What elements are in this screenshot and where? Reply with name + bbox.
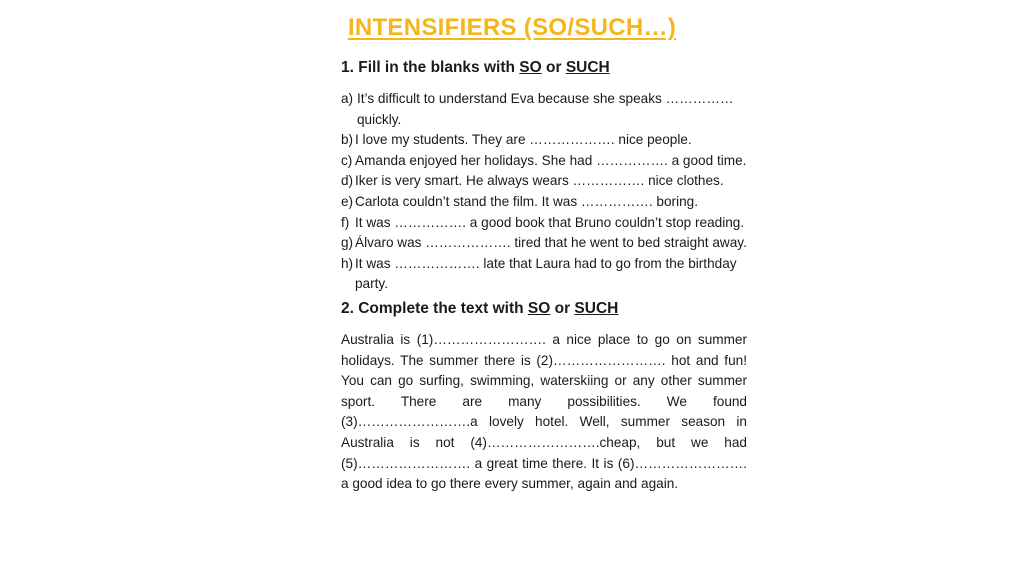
- exercise-letter: e): [341, 193, 354, 209]
- section1-heading-such: SUCH: [565, 59, 610, 76]
- section2-paragraph: Australia is (1)……………………. a nice place to go on summer holidays. The summer there is (2)……………………. hot and fun! You can go surfing, swimming, waterskiing or any other summer sport. There are many possibilities. We found (3)…………………….a lovely hotel. Well, summer season in Australia is not (4)…………………….cheap, but we had (5)……………………. a great time there. It is (6)……………………. a good idea to go there every summer, again and again.: [341, 331, 747, 492]
- exercise-item-g: [341, 233, 747, 254]
- exercise-item-a: [341, 89, 747, 130]
- exercise-item-d: [341, 171, 747, 192]
- worksheet-content: [341, 58, 747, 495]
- section2-heading-such: SUCH: [574, 299, 619, 317]
- section2-heading-or: or: [550, 299, 575, 317]
- exercise-letter: a): [341, 91, 354, 106]
- exercise-item-f: [341, 213, 747, 234]
- exercise-text: It was ……………. a good book that Bruno couldn’t stop reading.: [355, 214, 745, 230]
- exercise-letter: h): [341, 255, 354, 271]
- section1-heading-or: or: [541, 59, 566, 76]
- exercise-item-c: [341, 151, 747, 172]
- exercise-letter: d): [341, 173, 354, 189]
- exercise-item-b: [341, 130, 747, 151]
- section2-heading-prefix: 2. Complete the text with: [341, 299, 528, 317]
- exercise-list: [341, 89, 747, 295]
- section2-heading-so: SO: [527, 299, 551, 317]
- section1-heading-prefix: 1. Fill in the blanks with: [341, 59, 520, 76]
- exercise-item-h: [341, 254, 747, 295]
- exercise-text: It’s difficult to understand Eva because she speaks …………… quickly.: [357, 91, 734, 127]
- section2-heading: [341, 299, 747, 319]
- exercise-text: It was ………………. late that Laura had to go from the birthday party.: [355, 255, 737, 292]
- exercise-text: Amanda enjoyed her holidays. She had ……………. a good time.: [355, 152, 747, 168]
- exercise-text: I love my students. They are ………………. nice people.: [355, 132, 692, 148]
- page-title: INTENSIFIERS (SO/SUCH…): [347, 14, 677, 41]
- section1-heading: [341, 58, 747, 78]
- exercise-letter: c): [341, 152, 353, 168]
- exercise-letter: b): [341, 132, 354, 148]
- exercise-text: Iker is very smart. He always wears ……………. nice clothes.: [355, 173, 724, 189]
- exercise-letter: f): [341, 214, 350, 230]
- exercise-letter: g): [341, 235, 354, 251]
- exercise-item-e: [341, 192, 747, 213]
- exercise-text: Carlota couldn’t stand the film. It was ……………. boring.: [355, 193, 698, 209]
- exercise-text: Álvaro was ………………. tired that he went to bed straight away.: [355, 235, 747, 251]
- section1-heading-so: SO: [519, 59, 542, 76]
